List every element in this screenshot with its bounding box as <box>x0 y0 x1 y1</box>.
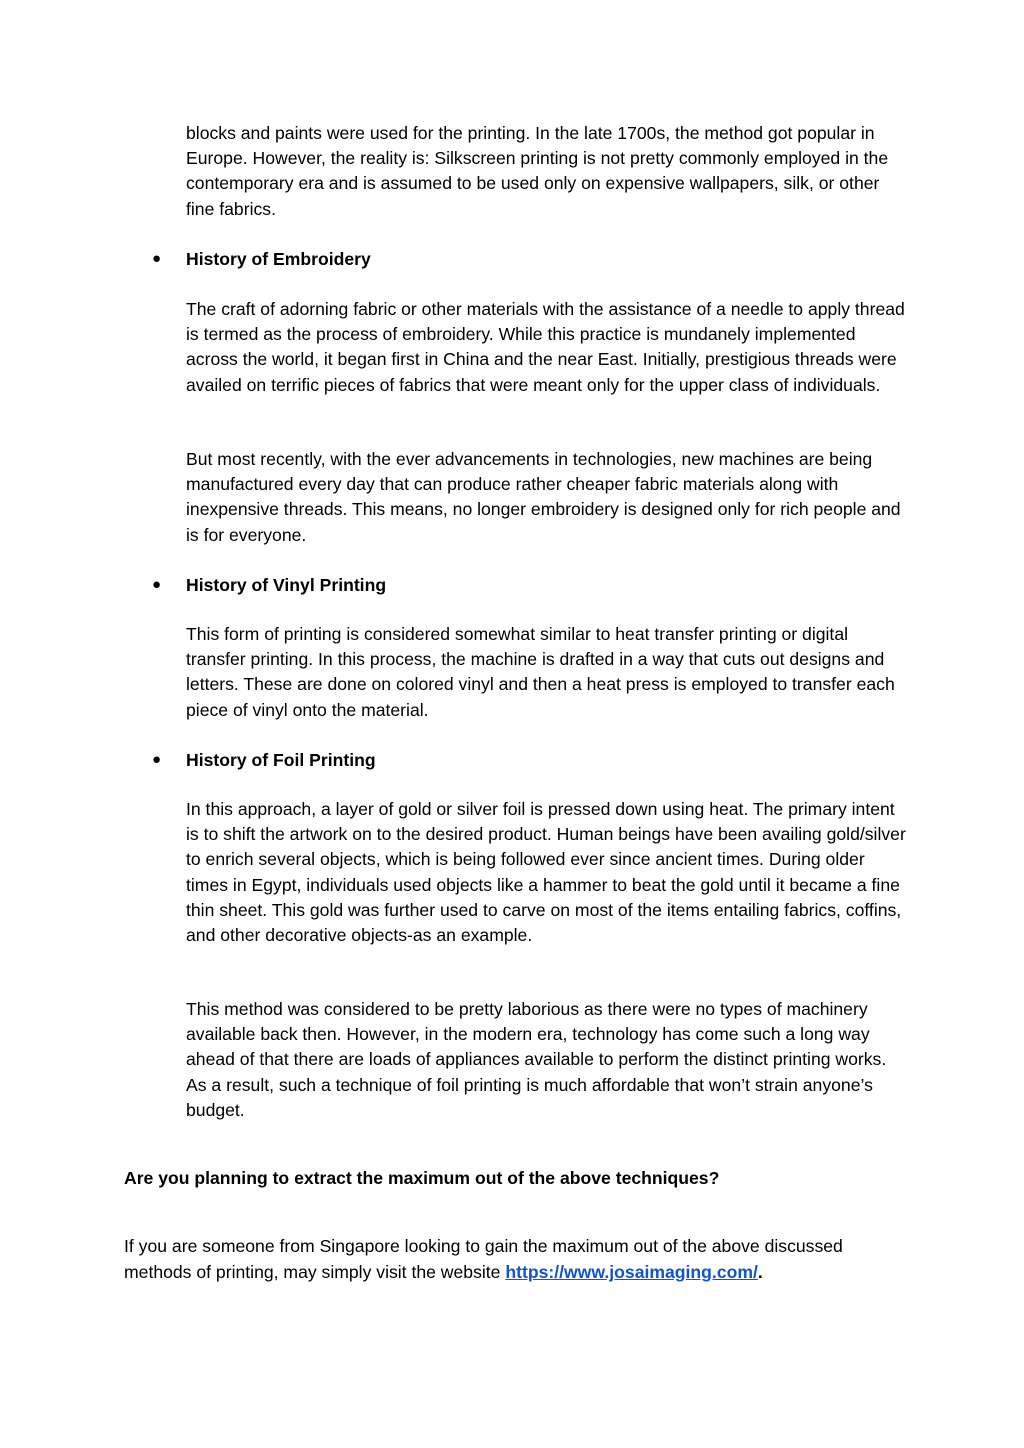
embroidery-paragraph-2: But most recently, with the ever advancements in technologies, new machines are being manufactured every day that can produce rather cheaper fabric materials along with inexpensive threads. This means, no longer embroidery is designed only for rich people and is for everyone. <box>186 449 901 545</box>
embroidery-paragraph-1: The craft of adorning fabric or other materials with the assistance of a needle to apply thread is termed as the process of embroidery. While this practice is mundanely implemented across the world, it began first in China and the near East. Initially, prestigious threads were availed on terrific pieces of fabrics that were meant only for the upper class of individuals. <box>186 299 905 395</box>
section-title: History of Vinyl Printing <box>186 575 387 595</box>
closing-text: If you are someone from Singapore looking to gain the maximum out of the above discussed methods of printing, may simply visit the website <box>124 1236 843 1282</box>
vinyl-paragraph-1: This form of printing is considered somewhat similar to heat transfer printing or digital transfer printing. In this process, the machine is drafted in a way that cuts out designs and letters. These are done on colored vinyl and then a heat press is employed to transfer each piece of vinyl onto the material. <box>186 624 895 720</box>
foil-paragraph-1: In this approach, a layer of gold or silver foil is pressed down using heat. The primary intent is to shift the artwork on to the desired product. Human beings have been availing gold/silver to enrich several objects, which is being followed ever since ancient times. During older times in Egypt, individuals used objects like a hammer to beat the gold until it became a fine thin sheet. This gold was further used to carve on most of the items entailing fabrics, coffins, and other decorative objects-as an example. <box>186 799 906 946</box>
section-foil-heading <box>152 747 912 773</box>
bullet-icon: ● <box>152 576 162 593</box>
closing-paragraph <box>124 1233 914 1285</box>
foil-paragraph-2: This method was considered to be pretty laborious as there were no types of machinery available back then. However, in the modern era, technology has come such a long way ahead of that there are loads of appliances available to perform the distinct printing works. As a result, such a technique of foil printing is much affordable that won’t strain anyone’s budget. <box>186 999 887 1120</box>
bullet-icon: ● <box>152 250 162 267</box>
section-title: History of Embroidery <box>186 249 371 269</box>
section-title: History of Foil Printing <box>186 750 376 770</box>
closing-period: . <box>757 1262 763 1282</box>
bullet-icon: ● <box>152 751 162 768</box>
closing-heading: Are you planning to extract the maximum out of the above techniques? <box>124 1168 720 1188</box>
intro-paragraph: blocks and paints were used for the printing. In the late 1700s, the method got popular in Europe. However, the reality is: Silkscreen printing is not pretty commonly employed in the contemporary era and is assumed to be used only on expensive wallpapers, silk, or other fine fabrics. <box>186 123 889 219</box>
section-vinyl-heading <box>152 572 912 598</box>
website-link[interactable]: https://www.josaimaging.com/ <box>505 1262 758 1282</box>
section-embroidery-heading <box>152 246 912 272</box>
